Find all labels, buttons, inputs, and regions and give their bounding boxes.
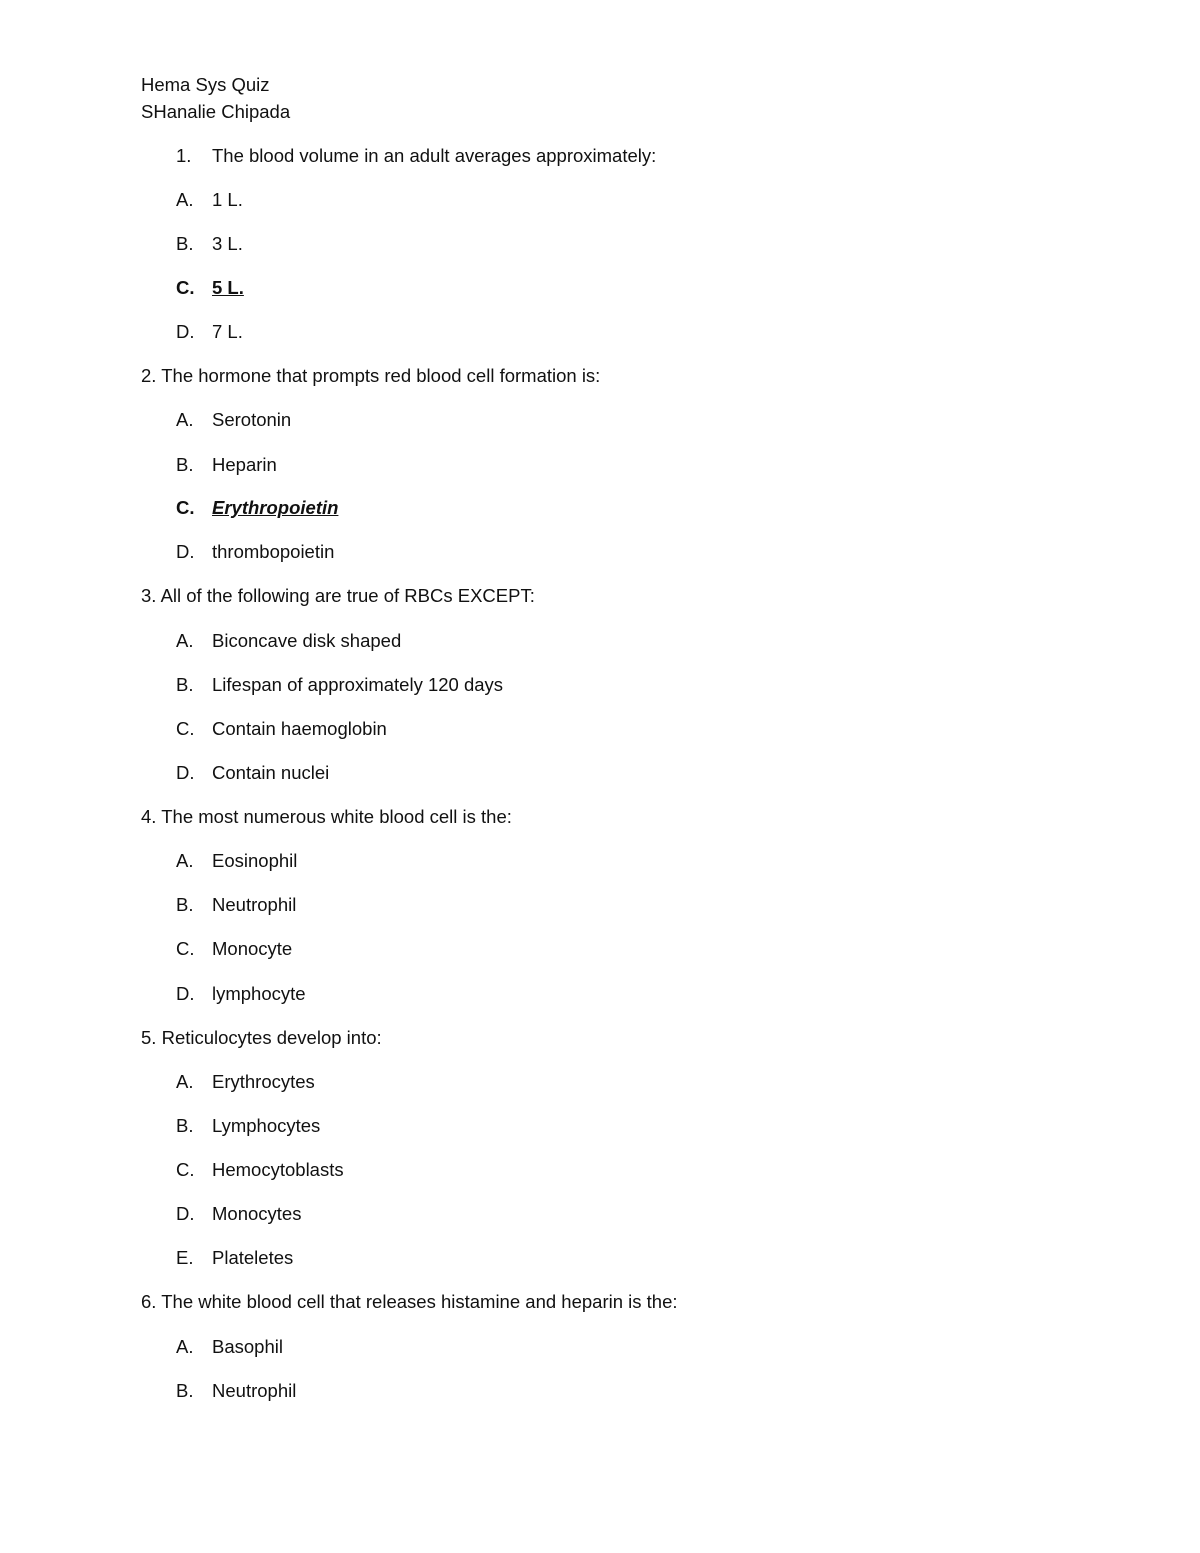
document-author: SHanalie Chipada xyxy=(141,101,291,122)
option-letter: A. xyxy=(176,409,194,430)
option-letter: D. xyxy=(176,1203,195,1224)
question-text: Reticulocytes develop into: xyxy=(161,1027,382,1048)
option-letter: B. xyxy=(176,674,194,695)
question-1-text: The blood volume in an adult averages approximately: xyxy=(212,145,657,166)
question-3 xyxy=(141,587,535,606)
option-text: Basophil xyxy=(212,1336,283,1357)
option-letter: C. xyxy=(176,497,195,518)
question-number: 4. xyxy=(141,806,157,827)
option-text: Lifespan of approximately 120 days xyxy=(212,674,504,695)
option-letter: E. xyxy=(176,1247,194,1268)
option-text: Contain nuclei xyxy=(212,762,330,783)
option-letter: C. xyxy=(176,718,195,739)
question-5 xyxy=(141,1029,382,1048)
option-letter: A. xyxy=(176,189,194,210)
question-number: 2. xyxy=(141,365,157,386)
option-letter: A. xyxy=(176,630,194,651)
option-text-marked-answer: Erythropoietin xyxy=(212,497,339,518)
option-text: Neutrophil xyxy=(212,894,297,915)
option-text: Heparin xyxy=(212,454,277,475)
option-letter: D. xyxy=(176,983,195,1004)
option-letter: B. xyxy=(176,454,194,475)
option-text: Serotonin xyxy=(212,409,292,430)
question-6 xyxy=(141,1293,678,1312)
option-text: Biconcave disk shaped xyxy=(212,630,402,651)
option-letter: B. xyxy=(176,1115,194,1136)
option-text: 3 L. xyxy=(212,233,243,254)
option-letter: B. xyxy=(176,233,194,254)
question-number: 5. xyxy=(141,1027,157,1048)
option-letter: D. xyxy=(176,321,195,342)
question-1-number: 1. xyxy=(176,145,192,166)
option-letter: C. xyxy=(176,277,195,298)
option-text: Erythrocytes xyxy=(212,1071,315,1092)
option-letter: B. xyxy=(176,894,194,915)
option-text: Monocyte xyxy=(212,938,293,959)
question-number: 6. xyxy=(141,1291,157,1312)
option-letter: A. xyxy=(176,1071,194,1092)
option-text: 7 L. xyxy=(212,321,243,342)
question-2 xyxy=(141,367,600,386)
option-text: thrombopoietin xyxy=(212,541,335,562)
option-letter: B. xyxy=(176,1380,194,1401)
option-letter: A. xyxy=(176,1336,194,1357)
question-text: All of the following are true of RBCs EXCEPT: xyxy=(160,585,535,606)
option-letter: A. xyxy=(176,850,194,871)
question-text: The most numerous white blood cell is the: xyxy=(161,806,512,827)
option-text: Lymphocytes xyxy=(212,1115,321,1136)
option-letter: C. xyxy=(176,1159,195,1180)
document-title: Hema Sys Quiz xyxy=(141,74,270,95)
question-4 xyxy=(141,808,512,827)
option-text: Contain haemoglobin xyxy=(212,718,387,739)
option-text: lymphocyte xyxy=(212,983,306,1004)
option-text: Eosinophil xyxy=(212,850,298,871)
option-letter: D. xyxy=(176,541,195,562)
option-letter: C. xyxy=(176,938,195,959)
question-text: The white blood cell that releases histamine and heparin is the: xyxy=(161,1291,678,1312)
option-text-marked-answer: 5 L. xyxy=(212,277,244,298)
option-text: Plateletes xyxy=(212,1247,294,1268)
question-text: The hormone that prompts red blood cell formation is: xyxy=(161,365,601,386)
option-text: 1 L. xyxy=(212,189,243,210)
option-text: Neutrophil xyxy=(212,1380,297,1401)
option-text: Monocytes xyxy=(212,1203,302,1224)
option-text: Hemocytoblasts xyxy=(212,1159,344,1180)
question-number: 3. xyxy=(141,585,157,606)
option-letter: D. xyxy=(176,762,195,783)
